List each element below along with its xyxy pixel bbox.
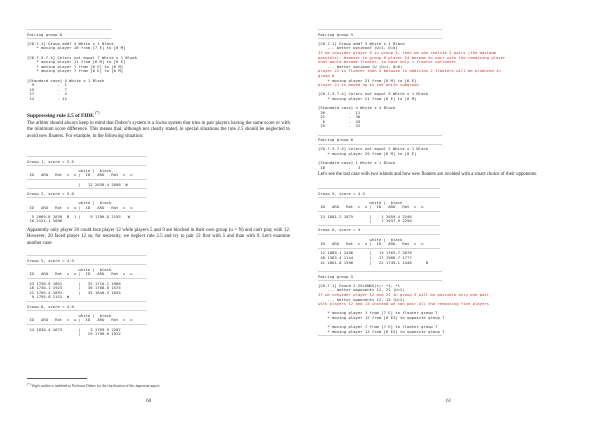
left-log-block-2	[27, 155, 290, 224]
code-block	[318, 270, 580, 339]
code-line: ... better optimum? (U=1, D=0)	[318, 45, 398, 51]
code-line: ~~~~~~~~~~~~~~~~~~~~~~~~~~~~~~~~~~~~~~~~~~~~~~~~~~~~~	[318, 132, 443, 138]
code-line: ~~~~~~~~~~~~~~~~~~~~~~~~~~~~~~~~~~~~	[27, 27, 112, 32]
code-line: 41 1801.0 1596 | 22 1745.1 1446 B	[318, 259, 429, 265]
code-line: Group 2, score = 5.0	[27, 190, 74, 196]
code-line: * moving player 21 from [6 M] to [6 E]	[318, 77, 417, 83]
code-line: ~~~~~~~~~~~~~~~~~~~~~~~~~~~~~~~~~~~~~~~~~~~~~~~~~~~	[27, 154, 147, 159]
code-line: 43 1756.9 1851 | 32 1710.1 1986	[27, 280, 121, 286]
code-line: white | black	[318, 236, 403, 242]
code-line: * moving player 7 from [7 E] to floater group 7	[318, 324, 438, 330]
code-line: [C6.7.3.7.4] Colors not equal 7 White x 1 Black	[27, 54, 138, 60]
code-line: | 29 1796.6 1922	[27, 331, 121, 337]
code-line: ~~~~~~~~~~~~~~~~~~~~~~~~~~~~~~~~~~~~~~~~~~~~~~~~~~~	[27, 298, 147, 304]
right-log-block-3	[318, 270, 580, 339]
code-line: 10 2121.1 1898	[27, 218, 63, 224]
code-line: ~~~~~~~~~~~~~~~~~~~~~~~~~~~~~~~~~~~~~~~~~~~~~~~~~~~~	[318, 208, 440, 214]
code-line: white | black	[27, 312, 112, 318]
code-line: ~~~~~~~~~~~~~~~~~~~~~~~~~~~~~~~~~~~~~~~~~~~~~~~~~~~~~	[318, 278, 443, 284]
code-line: 27 - 4	[27, 91, 67, 97]
code-line: [C6.7.3.7.4] Colors not equal 2 White x 1 Black	[318, 146, 429, 152]
code-line: ~~~~~~~~~~~~~~~~~~~~~~~~~~~~~~~~~~~~~~~~~~~~~~~~~~~~	[318, 195, 440, 201]
code-line: If we consider player 12 and 21 in group 5 will be possible only one pair,	[318, 291, 492, 297]
right-log-block-2	[318, 187, 580, 265]
code-line: ~~~~~~~~~~~~~~~~~~~~~~~~~~~~~~~~~~~~~~~~~~~~~~~~~~~~	[318, 245, 440, 251]
code-block	[27, 254, 290, 337]
code-line: ~~~~~~~~~~~~~~~~~~~~~~~~~~~~~~~~~~~~~~~~~~~~~~~~~~~	[27, 321, 147, 327]
code-line: Group 6, score = 4.0	[27, 303, 74, 309]
code-line: ~~~~~~~~~~~~~~~~~~~~~~~~~~~~~~~~~~~~~~~~~~~~~~~~~~~~~	[318, 27, 443, 32]
code-line: ~~~~~~~~~~~~~~~~~~~~~~~~~~~~~~~~~~~~~~~~~~~~~~~~~~~~	[318, 186, 440, 191]
code-line: Pairing group 6	[27, 31, 63, 37]
code-line: [Standard case] 1 White x 1 Black	[318, 160, 396, 166]
code-line: * moving player 1 from [7 E] to floater group 7	[318, 310, 438, 316]
left-log-block-3	[27, 254, 290, 337]
code-line: ~~~~~~~~~~~~~~~~~~~~~~~~~~~~~~~~~~~~~~~~~~~~~~~~~~~~~	[318, 269, 443, 274]
left-heading-wrap	[27, 110, 290, 120]
paragraph: Let's see the last case with two islands and how new floaters are avoided with a smart choice of their opponents.	[318, 172, 538, 177]
code-line: ~~~~~~~~~~~~~~~~~~~~~~~~~~~~~~~~~~~~~~~~~~~~~~~~~~~	[27, 195, 147, 201]
code-line: possible). However in group 6 player 24 become to pair with the remaining player	[318, 54, 506, 60]
code-line: Pairing group 5	[318, 273, 354, 279]
code-block	[27, 28, 290, 102]
code-line: ~~~~~~~~~~~~~~~~~~~~~~~~~~~~~~~~~~~~	[27, 36, 112, 42]
code-line: ~~~~~~~~~~~~~~~~~~~~~~~~~~~~~~~~~~~~~~~~~~~~~~~~~~~	[27, 308, 147, 314]
code-line: 18 - 3	[318, 164, 361, 170]
code-line: 6 - 43	[318, 118, 361, 124]
code-block	[318, 28, 580, 170]
code-line: [C6.7.1] Group add? 4 White x 1 Black	[27, 40, 114, 46]
code-line: white | black	[27, 199, 112, 205]
code-line: Pairing group 5	[318, 31, 354, 37]
code-line: white | black	[27, 266, 112, 272]
code-line: [Standard case] 4 White x 1 Black	[27, 77, 105, 83]
code-line: [C6.7.1] Group add? 3 White x 1 Black	[318, 40, 405, 46]
right-paragraph-1	[318, 172, 580, 178]
code-line: ID ARO Rat c u | ID ARO Rat c u	[27, 172, 133, 178]
code-line: * moving player 12 from [6 E3] to opposite group 7	[318, 314, 445, 320]
code-line: 25 - 32	[318, 123, 361, 129]
code-line: that would become floater, to have only 1 floater upfloater.	[318, 59, 459, 65]
code-line: with players 12 and 13 instead we can pair all the remaining five players	[318, 301, 489, 307]
code-line: ~~~~~~~~~~~~~~~~~~~~~~~~~~~~~~~~~~~~~~~~~~~~~~~~~~~	[27, 163, 147, 169]
footnote-text: Vega's author is indebted to Professor Dubov for the clarification of this important aspect.	[31, 384, 161, 389]
code-line: ~~~~~~~~~~~~~~~~~~~~~~~~~~~~~~~~~~~~~~~~~~~~~~~~~~~	[27, 186, 147, 192]
code-line: white | black	[318, 199, 403, 205]
code-line: 40 1583.4 1144 | 17 1988.7 1777	[318, 254, 412, 260]
code-line: white | black	[27, 167, 112, 173]
right-log-block-1	[318, 28, 580, 170]
code-line: Group 1, score = 5.5	[27, 158, 74, 164]
code-line: 9 1795.0 2151 W	[27, 294, 70, 300]
code-line: 5 2069.8 2039 B 1 | 9 1796.8 2195 W	[27, 213, 131, 219]
code-line: ~~~~~~~~~~~~~~~~~~~~~~~~~~~~~~~~~~~~~~~~~~~~~~~~~~~~	[318, 222, 440, 228]
code-line: 9 - 1	[27, 82, 67, 88]
code-line: ... better opponents 12, 13 (U=2)	[318, 296, 405, 302]
code-line: player 21 is floater then 3 because in addition 2 floaters will be produced in	[318, 68, 501, 74]
code-line: ~~~~~~~~~~~~~~~~~~~~~~~~~~~~~~~~~~~~~~~~~~~~~~~~~~~	[27, 275, 147, 281]
code-line: ID ARO Rat c u | ID ARO Rat c u	[318, 204, 424, 210]
section-heading-text: Suppressing rule 2.5 of FIDE	[27, 112, 94, 119]
code-line: ID ARO Rat c u | ID ARO Rat c u	[27, 271, 133, 277]
code-line: * moving player 29 from [6 M] to [6 E]	[318, 151, 417, 157]
code-line: If we consider player 9 in group 5, then we can realize 2 pairs (the maximum	[318, 49, 497, 55]
page-number: 61	[446, 398, 452, 404]
code-block	[318, 187, 580, 265]
code-line: ~~~~~~~~~~~~~~~~~~~~~~~~~~~~~~~~~~~~~~~~~~~~~~~~~~~~	[318, 231, 440, 237]
footnote-reference: (*)	[95, 111, 100, 115]
code-line: ~~~~~~~~~~~~~~~~~~~~~~~~~~~~~~~~~~~~~~~~~~~~~~~~~~~	[27, 253, 147, 258]
code-line: 21 1705.4 1891 | 35 1640.3 1845	[27, 289, 121, 295]
code-line: [C6.7.1] Found 2 ISLANDS(s): *1, *1	[318, 282, 400, 288]
code-line: ~~~~~~~~~~~~~~~~~~~~~~~~~~~~~~~~~~~~~~~~~~~~~~~~~~~	[27, 262, 147, 268]
code-line: Group 6, score = 4	[318, 227, 361, 233]
code-line: ~~~~~~~~~~~~~~~~~~~~~~~~~~~~~~~~~~~~~~~~~~~~~~~~~~~	[27, 209, 147, 215]
code-line: ~~~~~~~~~~~~~~~~~~~~~~~~~~~~~~~~~~~~~~~~~~~~~~~~~~~~~	[318, 333, 443, 339]
code-line: * moving player 11 from [6 M] to [6 E]	[27, 59, 126, 65]
code-line: Group 5, score = 4.5	[27, 257, 74, 263]
code-line: ID ARO Rat c u | ID ARO Rat c u	[318, 241, 424, 247]
footnote-mark: (*)	[27, 382, 31, 386]
right-page	[300, 0, 600, 424]
code-line: ... better opponents 12, 21 (U=2)	[318, 287, 405, 293]
paragraph: Apparently only player 20 could face player 12 while players 5 and 9 are blocked in their own group (u = N) and can't play with 12. However, 20 faced player 12 so, for necessity, we neglect rule 2.5 and try to pair 12 first with 5 and than with 9. Let's examine another case:	[27, 228, 290, 246]
code-line: * moving player 7 from [6 E] to [6 M]	[27, 68, 124, 74]
code-line: [Standard case] 4 White x 4 Black	[318, 105, 396, 111]
code-line: | 7 1937.9 2250	[318, 218, 412, 224]
code-line: * moving player 1 from [6 E] to [6 M]	[27, 63, 124, 69]
code-line: Group 5, score = 4.5	[318, 190, 365, 196]
code-line: 19 - 7	[27, 86, 67, 92]
left-paragraph-1	[27, 121, 290, 140]
code-line: 18 1740.1 1923 | 36 1708.8 1575	[27, 285, 121, 291]
code-line: player 21 is moved up in the white subgroup	[318, 82, 419, 88]
code-line: 14 - 12	[27, 95, 67, 101]
code-line: | 12 2038.4 2098 W	[27, 181, 128, 187]
section-heading	[27, 110, 290, 120]
code-block	[27, 155, 290, 224]
code-line: 12 1889.1 2496 | 13 1765.7 2070	[318, 250, 412, 256]
code-line: [C6.7.3.7.4] Colors not equal 3 White x 1 Black	[318, 91, 429, 97]
page-number: 60	[146, 398, 152, 404]
code-line: ~~~~~~~~~~~~~~~~~~~~~~~~~~~~~~~~~~~~~~~~~~~~~~~~~~~	[27, 176, 147, 182]
code-line: ID ARO Rat c u | ID ARO Rat c u	[27, 317, 133, 323]
left-log-block-1	[27, 28, 290, 102]
code-line: group 6	[318, 72, 335, 78]
paragraph: The arbiter should always keep in mind that Dubov's system is a Swiss system that tries to pair players having the same score or with the minimum score difference. This means that, although not clearly stated, in special situations the rule 2.5 should be neglected to avoid new floaters. For example, in the following situation:	[27, 121, 290, 139]
code-line: 21 - 36	[318, 114, 361, 120]
code-line: * moving player 16 from [7 E] to [6 M]	[27, 45, 126, 51]
footnote-rule	[27, 378, 87, 379]
code-line: ~~~~~~~~~~~~~~~~~~~~~~~~~~~~~~~~~~~~~~~~~~~~~~~~~~~~~	[318, 36, 443, 42]
footnote	[27, 382, 287, 388]
left-paragraph-2	[27, 228, 290, 247]
code-line: Pairing group 6	[318, 137, 354, 143]
code-line: ... better optimum (U (U=1, D=0)	[318, 63, 403, 69]
code-line: ~~~~~~~~~~~~~~~~~~~~~~~~~~~~~~~~~~~~~~~~~~~~~~~~~~~~~	[318, 141, 443, 147]
code-line: 26 - 12	[318, 109, 361, 115]
code-line: * moving player 13 from [6 E3] to opposite group 7	[318, 328, 445, 334]
code-line: 23 1891.2 1875 | 1 2059.4 2346	[318, 213, 412, 219]
code-line: * moving player 21 from [6 E] to [6 M]	[318, 95, 417, 101]
code-line: 24 1836.4 1673 | 3 1769.9 2207	[27, 326, 121, 332]
code-line: ID ARO Rat c u | ID ARO Rat c u	[27, 204, 133, 210]
